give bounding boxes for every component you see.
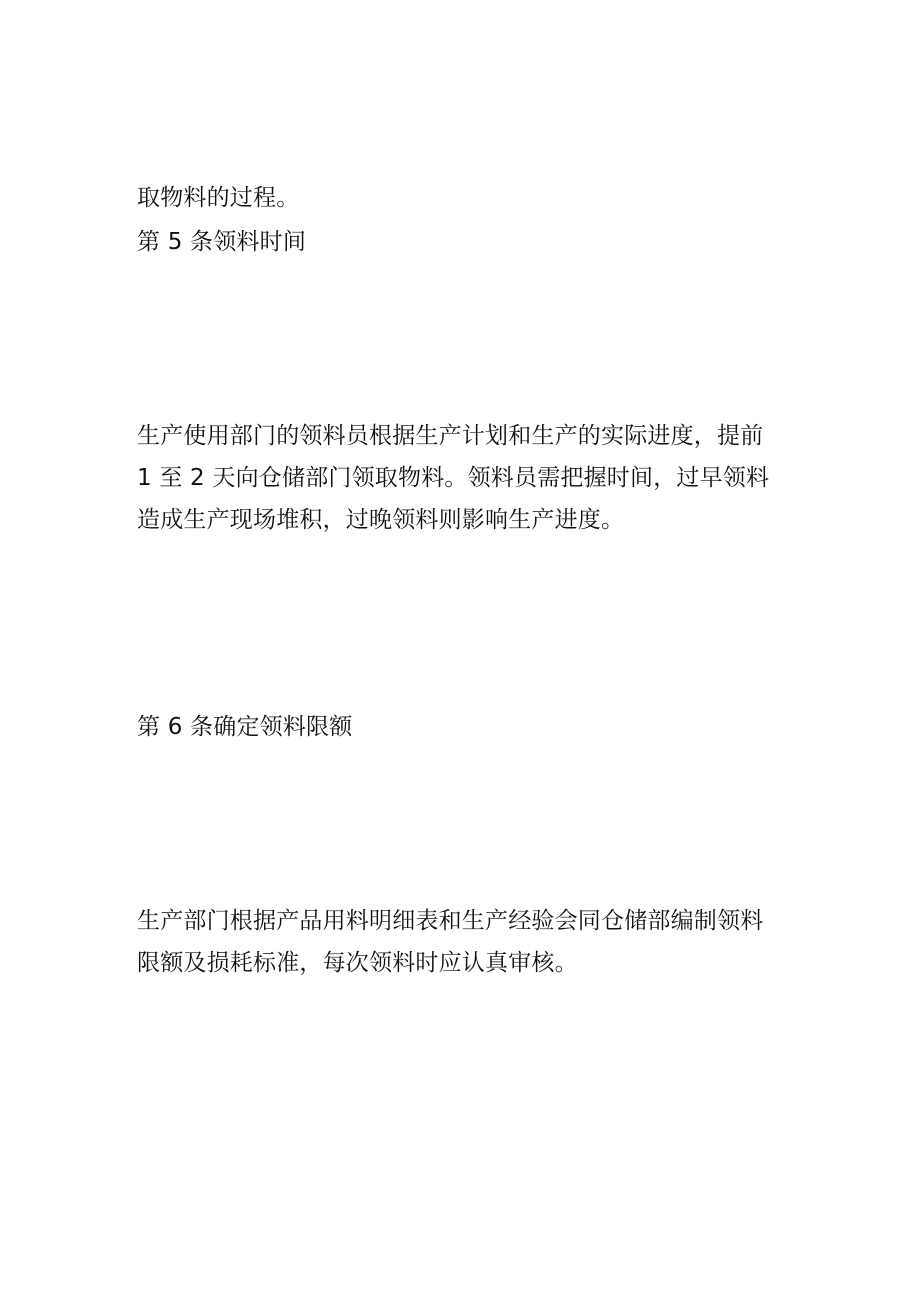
article-6-body — [137, 900, 763, 984]
article-5-heading: 第 5 条领料时间 — [137, 229, 307, 255]
article-6-heading: 第 6 条确定领料限额 — [137, 714, 353, 740]
article-5-line-1: 生产使用部门的领料员根据生产计划和生产的实际进度，提前 — [137, 423, 764, 449]
paragraph-fragment: 取物料的过程。 — [137, 185, 300, 211]
article-5-line-2: 1 至 2 天向仓储部门领取物料。领料员需把握时间，过早领料 — [137, 465, 770, 491]
article-5-line-3: 造成生产现场堆积，过晚领料则影响生产进度。 — [137, 507, 625, 533]
article-5-body — [137, 415, 769, 541]
article-6-line-1: 生产部门根据产品用料明细表和生产经验会同仓储部编制领料 — [137, 908, 764, 934]
article-6-line-2: 限额及损耗标准，每次领料时应认真审核。 — [137, 950, 578, 976]
